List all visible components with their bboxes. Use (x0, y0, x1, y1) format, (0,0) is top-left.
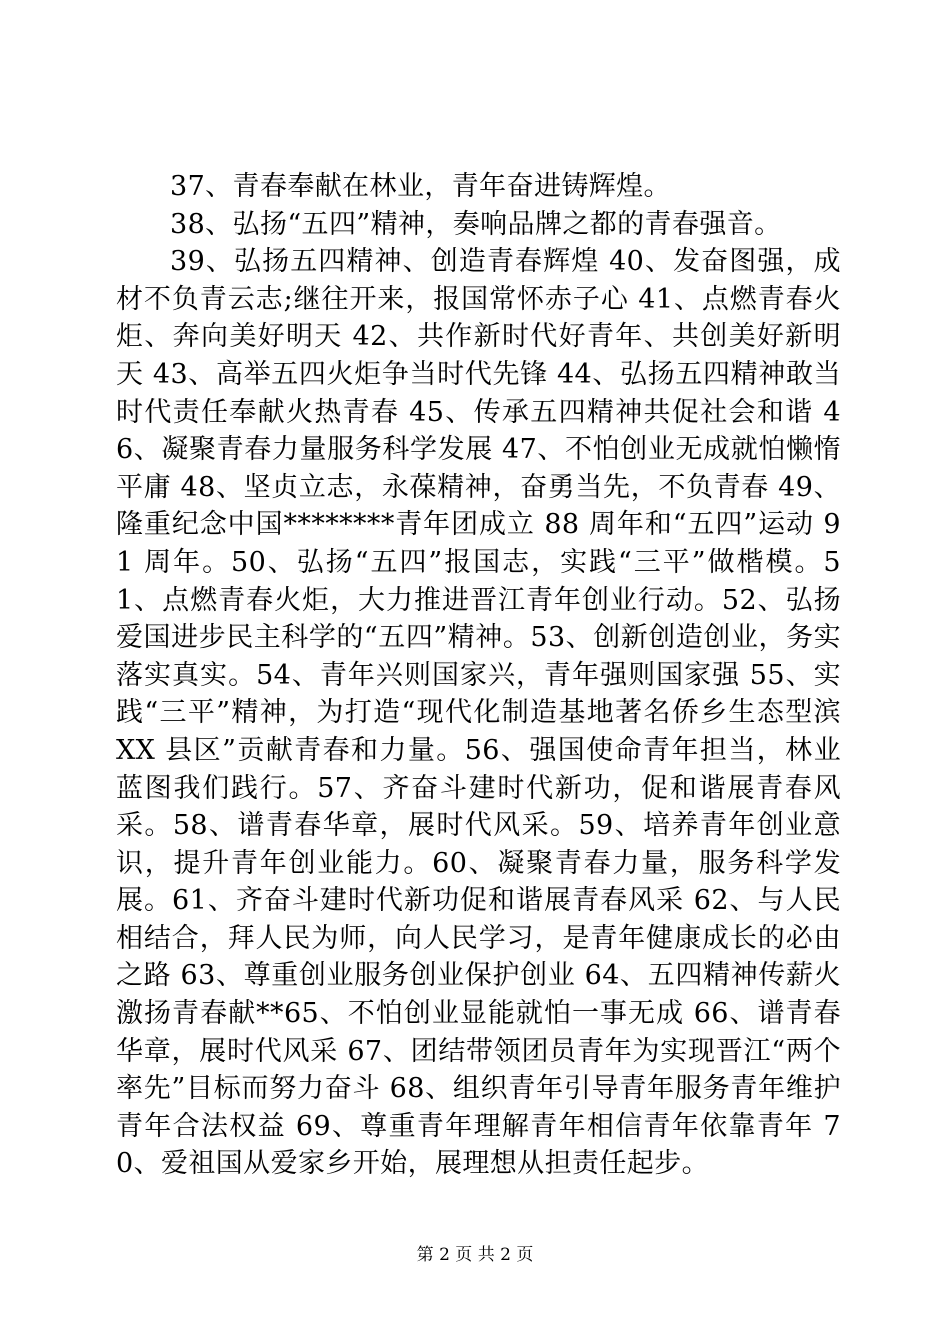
document-body (116, 168, 841, 1183)
page-footer (0, 1245, 950, 1265)
paragraph-37: 37、青春奉献在林业，青年奋进铸辉煌。 (170, 171, 671, 202)
paragraph-39-70: 39、弘扬五四精神、创造青春辉煌 40、发奋图强，成材不负青云志;继往开来，报国常怀赤子心 41、点燃青春火炬、奔向美好明天 42、共作新时代好青年、共创美好新明天 43、高举五四火炬争当时代先锋 44、弘扬五四精神敢当时代责任奉献火热青春 45、传承五四精神共促社会和谐 46、凝聚青春力量服务科学发展 47、不怕创业无成就怕懒惰平庸 48、坚贞立志，永葆精神，奋勇当先，不负青春 49、隆重纪念中国********青年团成立 88 周年和“五四”运动 91 周年。50、弘扬“五四”报国志，实践“三平”做楷模。51、点燃青春火炬，大力推进晋江青年创业行动。52、弘扬爱国进步民主科学的“五四”精神。53、创新创造创业，务实落实真实。54、青年兴则国家兴，青年强则国家强 55、实践“三平”精神，为打造“现代化制造基地著名侨乡生态型滨 XX 县区”贡献青春和力量。56、强国使命青年担当，林业蓝图我们践行。57、齐奋斗建时代新功，促和谐展青春风采。58、谱青春华章，展时代风采。59、培养青年创业意识，提升青年创业能力。60、凝聚青春力量，服务科学发展。61、齐奋斗建时代新功促和谐展青春风采 62、与人民相结合，拜人民为师，向人民学习，是青年健康成长的必由之路 63、尊重创业服务创业保护创业 64、五四精神传薪火激扬青春献**65、不怕创业显能就怕一事无成 66、谱青春华章，展时代风采 67、团结带领团员青年为实现晋江“两个率先”目标而努力奋斗 68、组织青年引导青年服务青年维护青年合法权益 69、尊重青年理解青年相信青年依靠青年 70、爱祖国从爱家乡开始，展理想从担责任起步。 (116, 246, 841, 1180)
paragraph-38: 38、弘扬“五四”精神，奏响品牌之都的青春强音。 (170, 208, 782, 240)
page-number: 第 2 页 共 2 页 (416, 1245, 534, 1265)
